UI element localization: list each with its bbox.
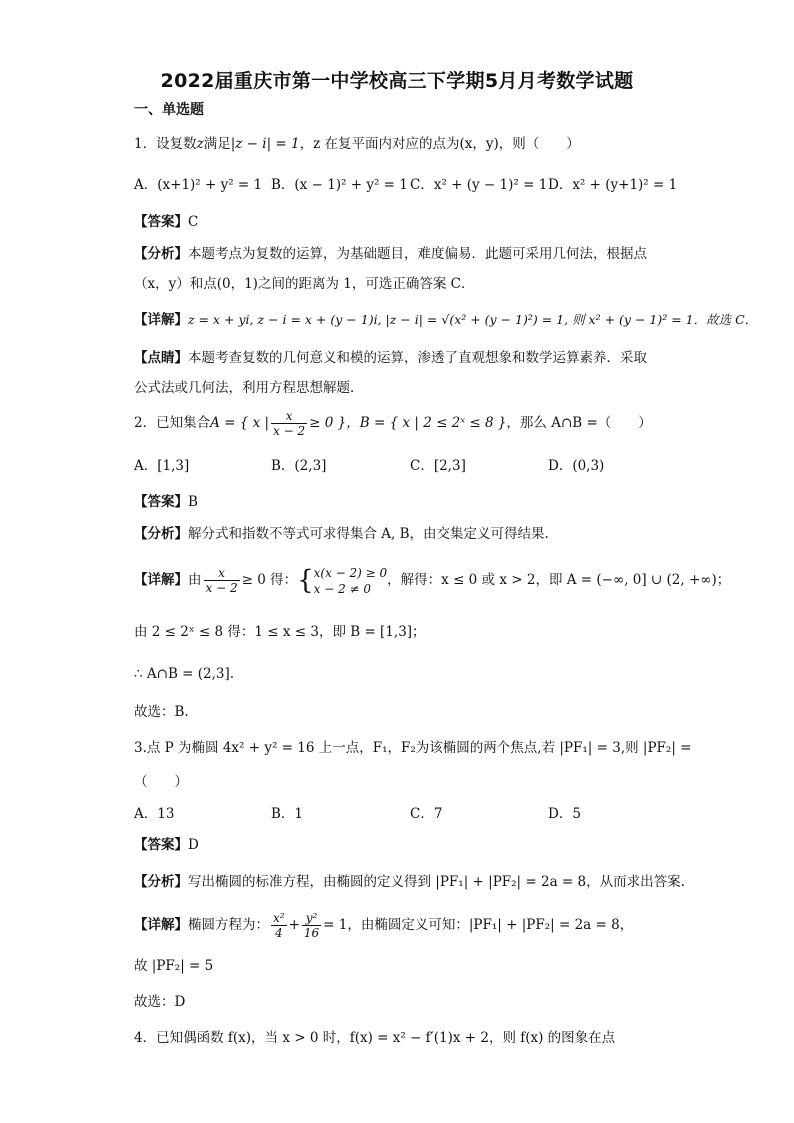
analysis-tag: 【分析】 bbox=[134, 526, 188, 542]
detail-text-2: ≥ 0 得： bbox=[241, 572, 298, 588]
analysis-text: 本题考点为复数的运算，为基础题目，难度偏易．此题可采用几何法，根据点 bbox=[188, 246, 647, 262]
q3-analysis bbox=[134, 872, 685, 892]
q2-stem-text-2: ，那么 A∩B =（ ） bbox=[506, 415, 652, 431]
q3-detail-line-2: 故 |PF₂| = 5 bbox=[134, 958, 214, 974]
fraction-denominator: 16 bbox=[303, 926, 320, 940]
system-line-2: x − 2 ≠ 0 bbox=[313, 581, 372, 596]
q1-var-z: z bbox=[196, 136, 204, 152]
q2-detail-line-4: 故选：B. bbox=[134, 704, 189, 720]
q1-analysis-cont: （x，y）和点(0，1)之间的距离为 1，可选正确答案 C． bbox=[134, 276, 475, 292]
q1-option-d: D．x² + (y+1)² = 1 bbox=[548, 177, 678, 193]
q4-stem: 4．已知偶函数 f(x)，当 x > 0 时，f(x) = x² − f′(1)x + 2，则 f(x) 的图象在点 bbox=[134, 1030, 616, 1046]
q3-option-b: B．1 bbox=[271, 806, 304, 822]
q1-stem-text: 1．设复数 bbox=[134, 136, 197, 152]
q1-modulus: |z − i| = 1 bbox=[230, 136, 300, 152]
fraction-numerator: x bbox=[271, 409, 307, 424]
left-brace-glyph: { bbox=[297, 565, 314, 596]
system-line-1: x(x − 2) ≥ 0 bbox=[313, 565, 388, 580]
q2-detail-line-3: ∴ A∩B = (2,3]. bbox=[134, 666, 235, 682]
detail-text-2: = 1，由椭圆定义可知：|PF₁| + |PF₂| = 2a = 8， bbox=[323, 917, 634, 933]
q1-comment bbox=[134, 348, 647, 368]
analysis-tag: 【分析】 bbox=[134, 246, 188, 262]
q2-option-d: D．(0,3) bbox=[548, 458, 605, 474]
detail-tag: 【详解】 bbox=[134, 572, 188, 588]
q2-answer bbox=[134, 492, 198, 512]
q1-stem-text-3: ，z 在复平面内对应的点为(x，y)，则（ ） bbox=[299, 136, 580, 152]
q1-option-c: C．x² + (y − 1)² = 1 bbox=[410, 177, 548, 193]
q3-detail-line-3: 故选：D bbox=[134, 994, 186, 1010]
q2-option-b: B．(2,3] bbox=[271, 458, 327, 474]
q3-option-d: D．5 bbox=[548, 806, 581, 822]
q1-stem-text-2: 满足 bbox=[203, 136, 231, 152]
fraction-denominator: 4 bbox=[274, 926, 283, 940]
answer-value: C bbox=[188, 214, 199, 230]
q3-detail: 【详解】椭圆方程为： $\frac{\text{x²}}{4}$ + $\frac{\text{y²}}{16}$ = 1，由椭圆定义可知：|PF₁| + |PF₂| = 2a = 8， bbox=[134, 911, 634, 940]
detail-text: z = x + yi, z − i = x + (y − 1)i, |z − i| = √(x² + (y − 1)²) = 1, 则 x² + (y − 1)² = 1．故选 C． bbox=[188, 312, 758, 327]
q1-analysis bbox=[134, 244, 647, 264]
analysis-text: 解分式和指数不等式可求得集合 A, B，由交集定义可得结果. bbox=[188, 526, 549, 542]
q2-set-a-fraction bbox=[271, 409, 307, 438]
fraction-denominator: x − 2 bbox=[273, 424, 306, 438]
q2-set-b: ，B = { x | 2 ≤ 2ˣ ≤ 8 } bbox=[346, 415, 507, 431]
detail-text-3: ，解得：x ≤ 0 或 x > 2，即 A = (−∞, 0] ∪ (2, +∞)； bbox=[387, 572, 731, 588]
q3-answer bbox=[134, 835, 199, 855]
detail-text: 由 bbox=[188, 572, 202, 588]
q1-comment-cont: 公式法或几何法，利用方程思想解题． bbox=[134, 380, 364, 396]
answer-value: D bbox=[188, 837, 199, 853]
q2-detail bbox=[134, 563, 730, 598]
q1-option-a: A．(x+1)² + y² = 1 bbox=[134, 177, 263, 193]
analysis-tag: 【分析】 bbox=[134, 874, 188, 890]
q3-fraction-y bbox=[302, 911, 321, 940]
q3-option-a: A．13 bbox=[134, 806, 175, 822]
q2-detail-fraction bbox=[204, 566, 240, 595]
q1-stem bbox=[134, 134, 580, 154]
q3-stem-cont: （ ） bbox=[134, 774, 188, 790]
q1-detail bbox=[134, 310, 757, 330]
fraction-numerator: x² bbox=[273, 911, 285, 925]
detail-tag: 【详解】 bbox=[134, 312, 188, 328]
q2-option-c: C．[2,3] bbox=[410, 458, 466, 474]
fraction-denominator: x − 2 bbox=[205, 581, 238, 595]
answer-tag: 【答案】 bbox=[134, 494, 188, 510]
answer-value: B bbox=[188, 494, 198, 510]
fraction-numerator: x bbox=[204, 566, 240, 581]
inequality-system bbox=[314, 565, 388, 597]
q2-set-a-prefix: A = { x | bbox=[210, 415, 270, 431]
detail-tag: 【详解】 bbox=[134, 917, 188, 933]
q3-fraction-x bbox=[271, 911, 287, 940]
answer-tag: 【答案】 bbox=[134, 214, 188, 230]
q3-stem: 3.点 P 为椭圆 4x² + y² = 16 上一点，F₁，F₂为该椭圆的两个焦点,若 |PF₁| = 3,则 |PF₂| = bbox=[134, 740, 692, 756]
q1-answer bbox=[134, 212, 198, 232]
q2-option-a: A．[1,3] bbox=[134, 458, 190, 474]
q2-stem bbox=[134, 408, 652, 438]
section-heading: 一、单选题 bbox=[134, 102, 204, 118]
fraction-numerator: y² bbox=[302, 911, 321, 926]
answer-tag: 【答案】 bbox=[134, 837, 188, 853]
q3-option-c: C．7 bbox=[410, 806, 443, 822]
q2-set-a-suffix: ≥ 0 } bbox=[309, 415, 347, 431]
q2-analysis bbox=[134, 524, 549, 544]
analysis-text: 写出椭圆的标准方程，由椭圆的定义得到 |PF₁| + |PF₂| = 2a = 8，从而求出答案. bbox=[188, 874, 685, 890]
detail-text: 椭圆方程为： bbox=[188, 917, 269, 933]
comment-text: 本题考查复数的几何意义和模的运算，渗透了直观想象和数学运算素养．采取 bbox=[188, 350, 647, 366]
comment-tag: 【点睛】 bbox=[134, 350, 188, 366]
q2-detail-line-2: 由 2 ≤ 2ˣ ≤ 8 得：1 ≤ x ≤ 3，即 B = [1,3]； bbox=[134, 624, 426, 640]
q1-option-b: B．(x − 1)² + y² = 1 bbox=[271, 177, 408, 193]
page-title: 2022届重庆市第一中学校高三下学期5月月考数学试题 bbox=[160, 70, 634, 92]
q2-stem-text: 2．已知集合 bbox=[134, 415, 211, 431]
